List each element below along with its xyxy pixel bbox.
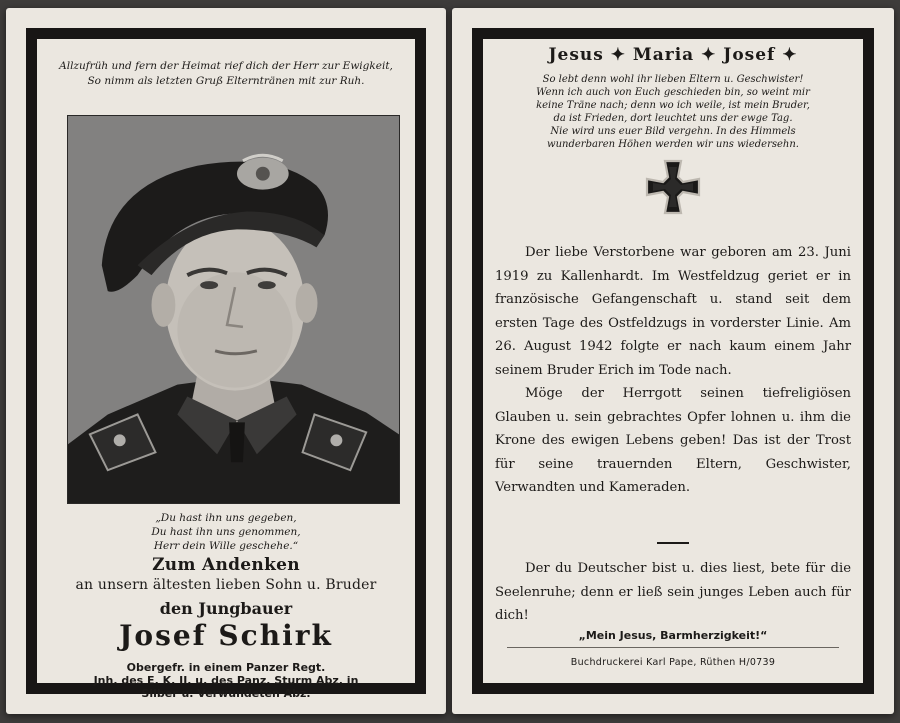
closing-prayer: „Mein Jesus, Barmherzigkeit!“ <box>578 629 768 642</box>
prayer-appeal: Der du Deutscher bist u. dies liest, bete für die Seelenruhe; denn er ließ sein junges Leben auch für dich! <box>495 561 851 623</box>
memorial-card-right <box>452 8 894 714</box>
scripture-line: Herr dein Wille geschehe.“ <box>153 540 299 552</box>
farewell-line: da ist Frieden, dort leuchtet uns der ewge Tag. <box>553 113 793 124</box>
memory-dedication: an unsern ältesten lieben Sohn u. Bruder <box>75 577 377 593</box>
decoration-line: Jnh. des E. K. II. u. des Panz. Sturm Abz. in <box>93 674 359 687</box>
rank-line: Obergefr. in einem Panzer Regt. <box>126 661 326 674</box>
farewell-line: keine Träne nach; denn wo ich weile, ist mein Bruder, <box>536 100 810 111</box>
deceased-name: Josef Schirk <box>119 619 333 652</box>
scripture-verse <box>37 511 415 553</box>
biography-paragraph: Möge der Herrgott seinen tiefreligiösen Glauben u. sein gebrachtes Opfer lohnen u. ihm die Krone des ewigen Lebens geben! Das ist der Trost für seine trauernden Eltern, Geschwister, Verwandten und Kameraden. <box>495 386 851 495</box>
top-verse-line: Allzufrüh und fern der Heimat rief dich der Herr zur Ewigkeit, <box>59 60 393 72</box>
decoration-line: Silber u. Verwundeten Abz. <box>141 687 311 700</box>
scripture-line: „Du hast ihn uns gegeben, <box>155 512 297 524</box>
memorial-card-left <box>6 8 446 714</box>
memory-title: Zum Andenken <box>152 555 300 575</box>
farewell-line: Wenn ich auch von Euch geschieden bin, so weint mir <box>536 87 810 98</box>
farewell-line: So lebt denn wohl ihr lieben Eltern u. Geschwister! <box>542 74 804 85</box>
biography <box>495 241 851 500</box>
farewell-line: wunderbaren Höhen werden wir uns wiedersehn. <box>547 139 799 150</box>
top-verse-line: So nimm als letzten Gruß Elterntränen mit zur Ruh. <box>87 75 365 87</box>
top-verse <box>37 59 415 89</box>
biography-paragraph: Der liebe Verstorbene war geboren am 23. Juni 1919 zu Kallenhardt. Im Westfeldzug geriet er in französische Gefangenschaft u. stand seit dem ersten Tage des Ostfeldzugs in vorderster Linie. Am 26. August 1942 folgte er nach kaum einem Jahr seinem Bruder Erich im Tode nach. <box>495 245 851 378</box>
farewell-line: Nie wird uns euer Bild vergehn. In des Himmels <box>550 126 796 137</box>
invocation-heading: Jesus ✦ Maria ✦ Josef ✦ <box>548 45 798 65</box>
black-border-frame <box>26 28 426 700</box>
scripture-line: Du hast ihn uns genommen, <box>151 526 301 538</box>
section-divider <box>657 542 689 544</box>
rank-and-decorations <box>37 661 415 700</box>
iron-cross-icon <box>645 159 701 215</box>
farewell-verse <box>491 73 855 151</box>
soldier-portrait <box>67 115 400 504</box>
printer-imprint: Buchdruckerei Karl Pape, Rüthen H/0739 <box>570 657 776 668</box>
memory-role: den Jungbauer <box>159 599 293 618</box>
footer-rule <box>507 647 839 648</box>
black-border-frame <box>472 28 874 694</box>
portrait-image <box>68 116 399 503</box>
